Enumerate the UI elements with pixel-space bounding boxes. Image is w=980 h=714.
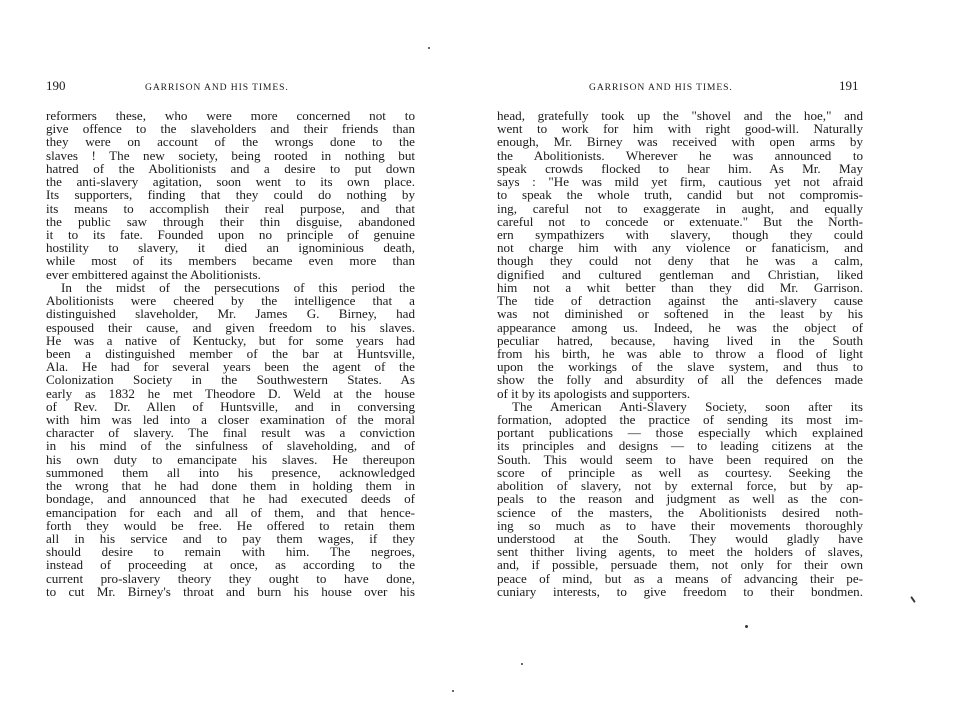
body-text-right [497,109,863,598]
text-line: in his mind of the sinfulness of slaveholding, and of [46,438,415,454]
text-line: was not diminished or softened in the least by his [497,306,863,322]
text-line: espoused their cause, and given freedom to his slaves. [46,319,415,335]
page-number-left: 190 [46,78,66,93]
running-head-right: GARRISON AND HIS TIMES. [589,82,733,93]
text-line: it to its fate. Founded upon no principle of genuine [46,226,415,242]
text-line: forth they would be free. He offered to retain them [46,517,415,533]
text-line: current pro-slavery theory they ought to have done, [46,570,415,586]
text-line: to speak the whole truth, candid but not compromis- [497,187,863,203]
text-line: speak crowds flocked to hear him. As Mr. May [497,160,863,176]
text-line: understood at the South. They would gladly have [497,531,863,546]
text-line: ing so much as to have their movements thoroughly [497,517,863,533]
text-line: formation, adopted the practice of sending its most im- [497,412,863,428]
text-line: though they could not deny that he was a calm, [497,253,863,269]
text-line: while most of its members became even more than [46,253,415,269]
text-line: been a distinguished member of the bar at Huntsville, [46,345,415,361]
text-line: The tide of detraction against the anti-slavery cause [497,293,863,309]
text-line: emancipation for each and all of them, and that hence- [46,504,415,520]
text-line: says : "He was mild yet firm, cautious yet not afraid [497,174,863,190]
text-line: the wrong that he had done them in holding them in [46,478,415,494]
text-line: cuniary interests, to give freedom to their bondmen. [497,583,863,599]
text-line: upon the workings of the slave system, and thus to [497,359,863,375]
text-line: from his birth, he was able to throw a flood of light [497,345,863,361]
running-head-left: GARRISON AND HIS TIMES. [145,82,289,93]
text-line: not charge him with any violence or fanaticism, and [497,240,863,256]
text-line: reformers these, who were more concerned not to [46,108,415,123]
text-line: of it by its apologists and supporters. [497,385,691,401]
text-line: peace of mind, but as a means of advancing their pe- [497,570,863,586]
text-line: peals to the reason and judgment as well as the con- [497,491,863,507]
text-line: head, gratefully took up the "shovel and the hoe," and [497,108,863,123]
text-line: its principles and designs — to leading citizens at the [497,438,863,454]
text-line: ern sympathizers with slavery, though they could [497,226,863,242]
text-line: summoned them all into his presence, acknowledged [46,464,415,480]
body-text-left [46,109,415,598]
text-line: hostility to slavery, it died an ignominious death, [46,240,415,256]
text-line: The American Anti-Slavery Society, soon after its [512,398,863,414]
text-line: In the midst of the persecutions of this period the [61,279,415,295]
text-line: the anti-slavery agitation, soon went to its own place. [46,174,415,190]
text-line: instead of proceeding at once, as according to the [46,557,415,573]
text-line: him not a whit better than they did Mr. Garrison. [497,279,863,295]
text-line: ing, careful not to exaggerate in aught, and equally [497,200,863,216]
scan-mark [910,596,916,603]
text-line: score of principle as well as courtesy. Seeking the [497,464,863,480]
text-line: Ala. He had for several years been the agent of the [46,359,415,375]
text-line: hatred of the Abolitionists and a desire to put down [46,160,415,176]
text-line: dignified and cultured gentleman and Christian, liked [497,266,863,282]
text-line: abolition of slavery, not by external force, but by ap- [497,478,863,494]
text-line: they were on account of the wrongs done to the [46,134,415,150]
text-line: to cut Mr. Birney's throat and burn his house over his [46,583,415,599]
text-line: South. This would seem to have been required on the [497,451,863,467]
scan-speck [428,47,430,49]
scan-speck [452,690,454,692]
text-line: ever embittered against the Abolitionists. [46,266,261,282]
text-line: Abolitionists were cheered by the intelligence that a [46,293,415,309]
page-number-right: 191 [839,78,859,93]
text-line: slaves ! The new society, being rooted in nothing but [46,147,415,163]
text-line: its means to accomplish their real purpose, and that [46,200,415,216]
text-line: the Abolitionists. Wherever he was announced to [497,147,863,163]
text-line: Colonization Society in the Southwestern States. As [46,372,415,388]
text-line: science of the masters, the Abolitionists desired noth- [497,504,863,520]
scan-speck [521,663,523,665]
text-line: appearance among us. Indeed, he was the object of [497,319,863,335]
text-line: portant publications — those especially which explained [497,425,863,441]
text-line: early as 1832 he met Theodore D. Weld at the house [46,385,415,401]
text-line: show the folly and absurdity of all the defences made [497,372,863,388]
text-line: careful not to concede or extenuate." But the North- [497,213,863,229]
text-line: character of slavery. The final result was a conviction [46,425,415,441]
scan-speck [745,625,748,628]
text-line: with him was led into a closer examination of the moral [46,412,415,428]
text-line: of Rev. Dr. Allen of Huntsville, and in conversing [46,398,415,414]
text-line: all in his service and to pay them wages, if they [46,531,415,546]
text-line: the public saw through their thin disguise, abandoned [46,213,415,229]
text-line: distinguished slaveholder, Mr. James G. Birney, had [46,306,415,322]
text-line: Its supporters, finding that they could do nothing by [46,187,415,203]
text-line: went to work for him with right good-will. Naturally [497,121,863,137]
text-line: and, if possible, persuade them, not only for their own [497,557,863,573]
text-line: bondage, and announced that he had executed deeds of [46,491,415,507]
text-line: his own duty to emancipate his slaves. He thereupon [46,451,415,467]
text-line: He was a native of Kentucky, but for some years had [46,332,415,348]
text-line: give offence to the slaveholders and their friends than [46,121,415,137]
text-line: peculiar hatred, because, having lived in the South [497,332,863,348]
text-line: sent thither living agents, to meet the holders of slaves, [497,544,863,560]
text-line: should desire to remain with him. The negroes, [46,544,415,560]
text-line: enough, Mr. Birney was received with open arms by [497,134,863,150]
